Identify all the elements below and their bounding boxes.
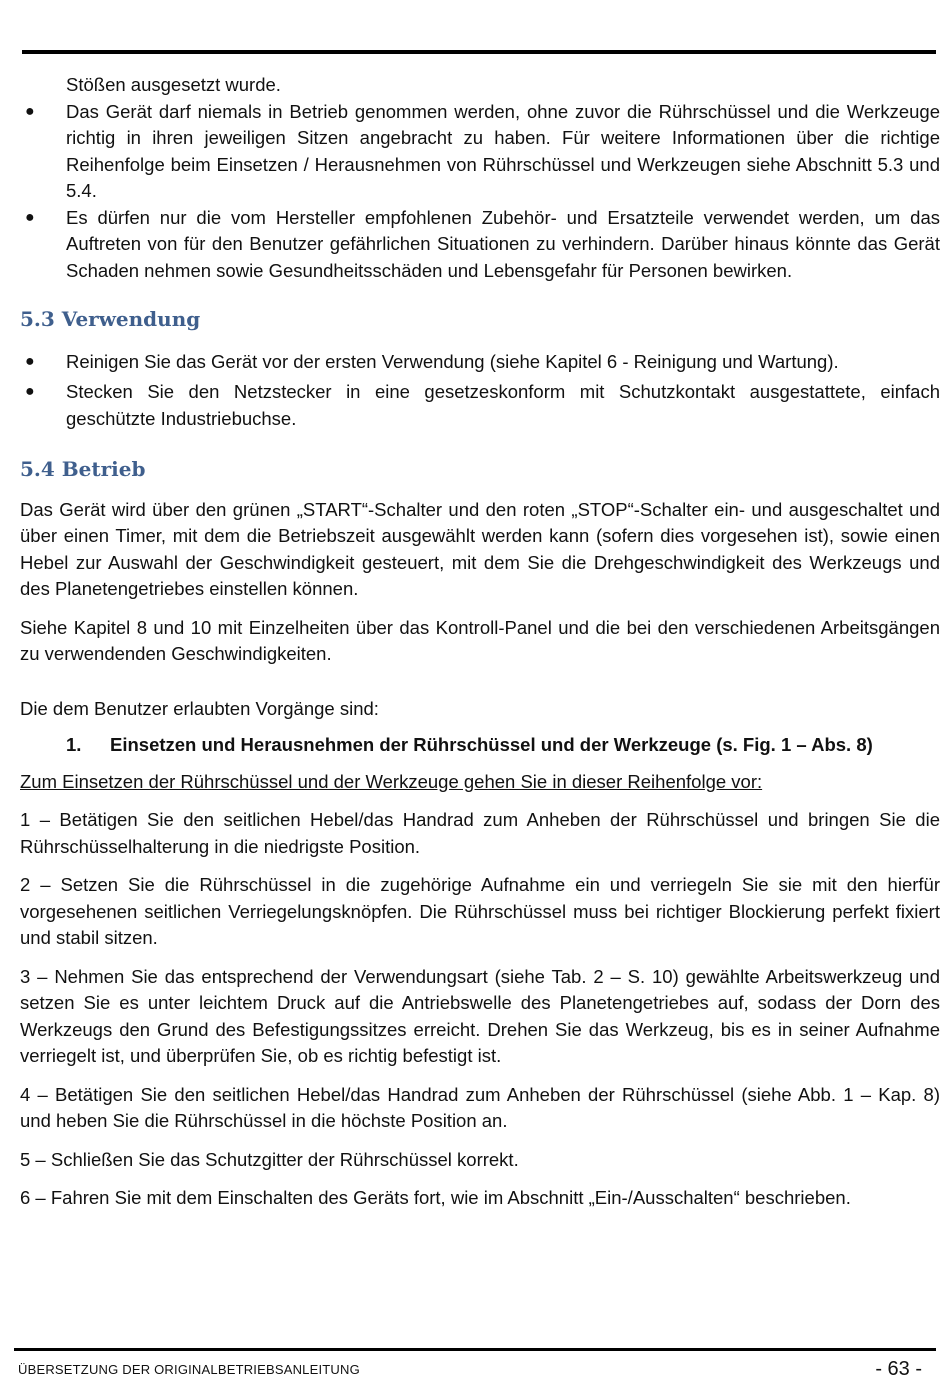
bullet-icon: ● (25, 383, 35, 400)
list-item (20, 205, 940, 285)
step-paragraph: 5 – Schließen Sie das Schutzgitter der Rührschüssel korrekt. (20, 1148, 519, 1170)
paragraph: Siehe Kapitel 8 und 10 mit Einzelheiten über das Kontroll-Panel und die bei den verschiedenen Arbeitsgängen zu verwendenden Geschwindigkeiten. (20, 616, 940, 664)
bullet-icon: ● (25, 102, 35, 120)
page-number: - 63 - (875, 1358, 922, 1380)
page-content (20, 72, 940, 1212)
numbered-heading (20, 732, 940, 759)
section-heading-5-4: 5.4 Betrieb (20, 457, 146, 481)
bullet-list-5-3 (20, 349, 940, 433)
list-item (20, 72, 940, 99)
numbered-heading-number: 1. (66, 734, 82, 755)
underlined-instruction: Zum Einsetzen der Rührschüssel und der Werkzeuge gehen Sie in dieser Reihenfolge vor: (20, 770, 763, 792)
list-item (20, 99, 940, 205)
list-item (20, 349, 940, 376)
bullet-icon: ● (25, 208, 35, 226)
list-item-text: Stecken Sie den Netzstecker in eine gesetzeskonform mit Schutzkontakt ausgestattete, einfach geschützte Industriebuchse. (66, 381, 940, 429)
list-item (20, 379, 940, 432)
step-paragraph: 4 – Betätigen Sie den seitlichen Hebel/das Handrad zum Anheben der Rührschüssel (siehe Abb. 1 – Kap. 8) und heben Sie die Rührschüssel in die höchste Position an. (20, 1083, 940, 1131)
bullet-icon: ● (25, 352, 35, 370)
numbered-heading-text: Einsetzen und Herausnehmen der Rührschüssel und der Werkzeuge (s. Fig. 1 – Abs. 8) (110, 734, 873, 755)
step-paragraph: 3 – Nehmen Sie das entsprechend der Verwendungsart (siehe Tab. 2 – S. 10) gewählte Arbeitswerkzeug und setzen Sie es unter leichtem Druck auf die Antriebswelle des Planetengetriebes auf, sodass der Dorn des Werkzeugs den Grund des Befestigungssitzes erreicht. Drehen Sie das Werkzeug, bis es in seiner Aufnahme verriegelt ist, und überprüfen Sie, ob es richtig befestigt ist. (20, 965, 940, 1066)
list-item-text: Es dürfen nur die vom Hersteller empfohlenen Zubehör- und Ersatzteile verwendet werden, um das Auftreten von für den Benutzer gefährlichen Situationen zu verhindern. Darüber hinaus könnte das Gerät Schaden nehmen sowie Gesundheitsschäden und Lebensgefahr für Personen bewirken. (66, 206, 940, 281)
bottom-rule (14, 1348, 936, 1351)
step-paragraph: 6 – Fahren Sie mit dem Einschalten des Geräts fort, wie im Abschnitt „Ein-/Ausschalten“ beschrieben. (20, 1187, 851, 1208)
bullet-list-top (20, 72, 940, 284)
section-heading-5-3: 5.3 Verwendung (20, 307, 201, 331)
list-item-text: Reinigen Sie das Gerät vor der ersten Verwendung (siehe Kapitel 6 - Reinigung und Wartung). (66, 350, 839, 372)
paragraph: Die dem Benutzer erlaubten Vorgänge sind: (20, 697, 379, 719)
step-paragraph: 1 – Betätigen Sie den seitlichen Hebel/das Handrad zum Anheben der Rührschüssel und bringen Sie die Rührschüsselhalterung in die niedrigste Position. (20, 809, 940, 857)
list-item-text: Das Gerät darf niemals in Betrieb genommen werden, ohne zuvor die Rührschüssel und die Werkzeuge richtig in ihren jeweiligen Sitzen angebracht zu haben. Für weitere Informationen über die richtige Reihenfolge beim Einsetzen / Herausnehmen von Rührschüssel und Werkzeugen siehe Abschnitt 5.3 und 5.4. (66, 100, 940, 201)
list-item-text: Stößen ausgesetzt wurde. (66, 74, 281, 95)
top-rule (22, 50, 936, 54)
paragraph: Das Gerät wird über den grünen „START“-Schalter und den roten „STOP“-Schalter ein- und ausgeschaltet und über einen Timer, mit dem die Betriebszeit ausgewählt werden kann (sofern dies vorgesehen ist), sowie einen Hebel zur Auswahl der Geschwindigkeit gesteuert, mit dem Sie die Drehgeschwindigkeit des Werkzeugs und des Planetengetriebes einstellen können. (20, 498, 940, 599)
step-paragraph: 2 – Setzen Sie die Rührschüssel in die zugehörige Aufnahme ein und verriegeln Sie sie mit den hierfür vorgesehenen seitlichen Verriegelungsknöpfen. Die Rührschüssel muss bei richtiger Blockierung perfekt fixiert und stabil sitzen. (20, 874, 940, 948)
footer-title: ÜBERSETZUNG DER ORIGINALBETRIEBSANLEITUNG (18, 1362, 360, 1377)
